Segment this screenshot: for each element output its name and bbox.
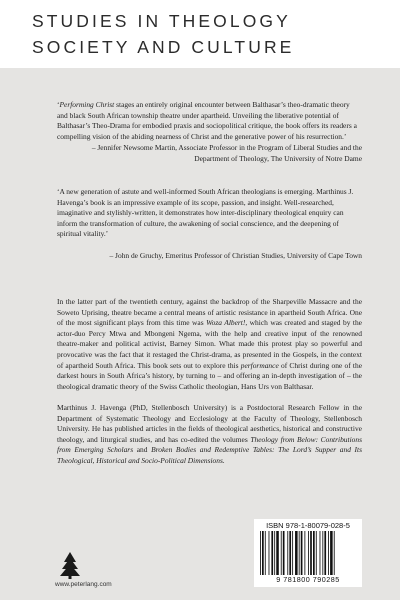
series-header bbox=[0, 0, 400, 68]
series-title-line-1: STUDIES IN THEOLOGY bbox=[32, 11, 291, 31]
series-title-line-2: SOCIETY AND CULTURE bbox=[32, 37, 295, 57]
endorsement-attribution-1: – Jennifer Newsome Martin, Associate Professor in the Program of Liberal Studies and the Department of Theology, The University of Notre Dame bbox=[91, 143, 362, 163]
endorsement-attribution-2: – John de Gruchy, Emeritus Professor of Christian Studies, University of Cape Town bbox=[109, 251, 362, 260]
publisher-logo-icon bbox=[55, 550, 85, 580]
publisher-url: www.peterlang.com bbox=[55, 581, 112, 588]
endorsement-quote-1: ‘Performing Christ stages an entirely original encounter between Balthasar’s theo-dramatic theory and black South African township theatre under apartheid. Unveiling the liberative potential of Balthasar’s Theo-Drama for embodied praxis and sociopolitical critique, the book offers its readers a compelling vision of the abiding nearness of Christ and the generative power of his resurrection.’ bbox=[57, 100, 357, 141]
back-cover-panel bbox=[0, 68, 400, 600]
barcode-number: 9 781800 790285 bbox=[276, 575, 340, 584]
isbn-barcode bbox=[254, 519, 362, 587]
isbn-label: ISBN 978-1-80079-028-5 bbox=[266, 521, 350, 530]
book-description: In the latter part of the twentieth century, against the backdrop of the Sharpeville Massacre and the Soweto Uprising, theatre became a central means of artistic resistance in apartheid South Africa. One of the most significant plays from this time was Woza Albert!, which was created and staged by the actor-duo Percy Mtwa and Mbongeni Ngema, with the help and creative input of the renowned theatre-maker and political activist, Barney Simon. What made this protest play so powerful and provocative was the fact that it restaged the Christ-drama, as presented in the Gospels, in the context of apartheid South Africa. This book sets out to explore this performance of Christ during one of the darkest hours in South Africa’s history, by turning to – and offering an in-depth investigation of – the theological dramatic theory of the Swiss Catholic theologian, Hans Urs von Balthasar. bbox=[57, 297, 362, 391]
endorsement-quote-2: ‘A new generation of astute and well-informed South African theologians is emerging. Marthinus J. Havenga’s book is an impressive example of its scope, passion, and insight. Well-researched, imaginative and stylishly-written, it demonstrates how inter-disciplinary theological enquiry can inform the transformation of culture, the awakening of social conscience, and the deepening of spiritual vitality.’ bbox=[57, 187, 354, 239]
author-biography: Marthinus J. Havenga (PhD, Stellenbosch University) is a Postdoctoral Research Fellow in the Department of Systematic Theology and Ecclesiology at the Faculty of Theology, Stellenbosch University. He has published articles in the fields of theological aesthetics, historical and constructive theology, and liturgical studies, and has co-edited the volumes Theology from Below: Contributions from Emerging Scholars and Broken Bodies and Redemptive Tables: The Lord’s Supper and Its Theological, Historical and Socio-Political Dimensions. bbox=[57, 403, 362, 465]
barcode-bars bbox=[258, 531, 358, 575]
